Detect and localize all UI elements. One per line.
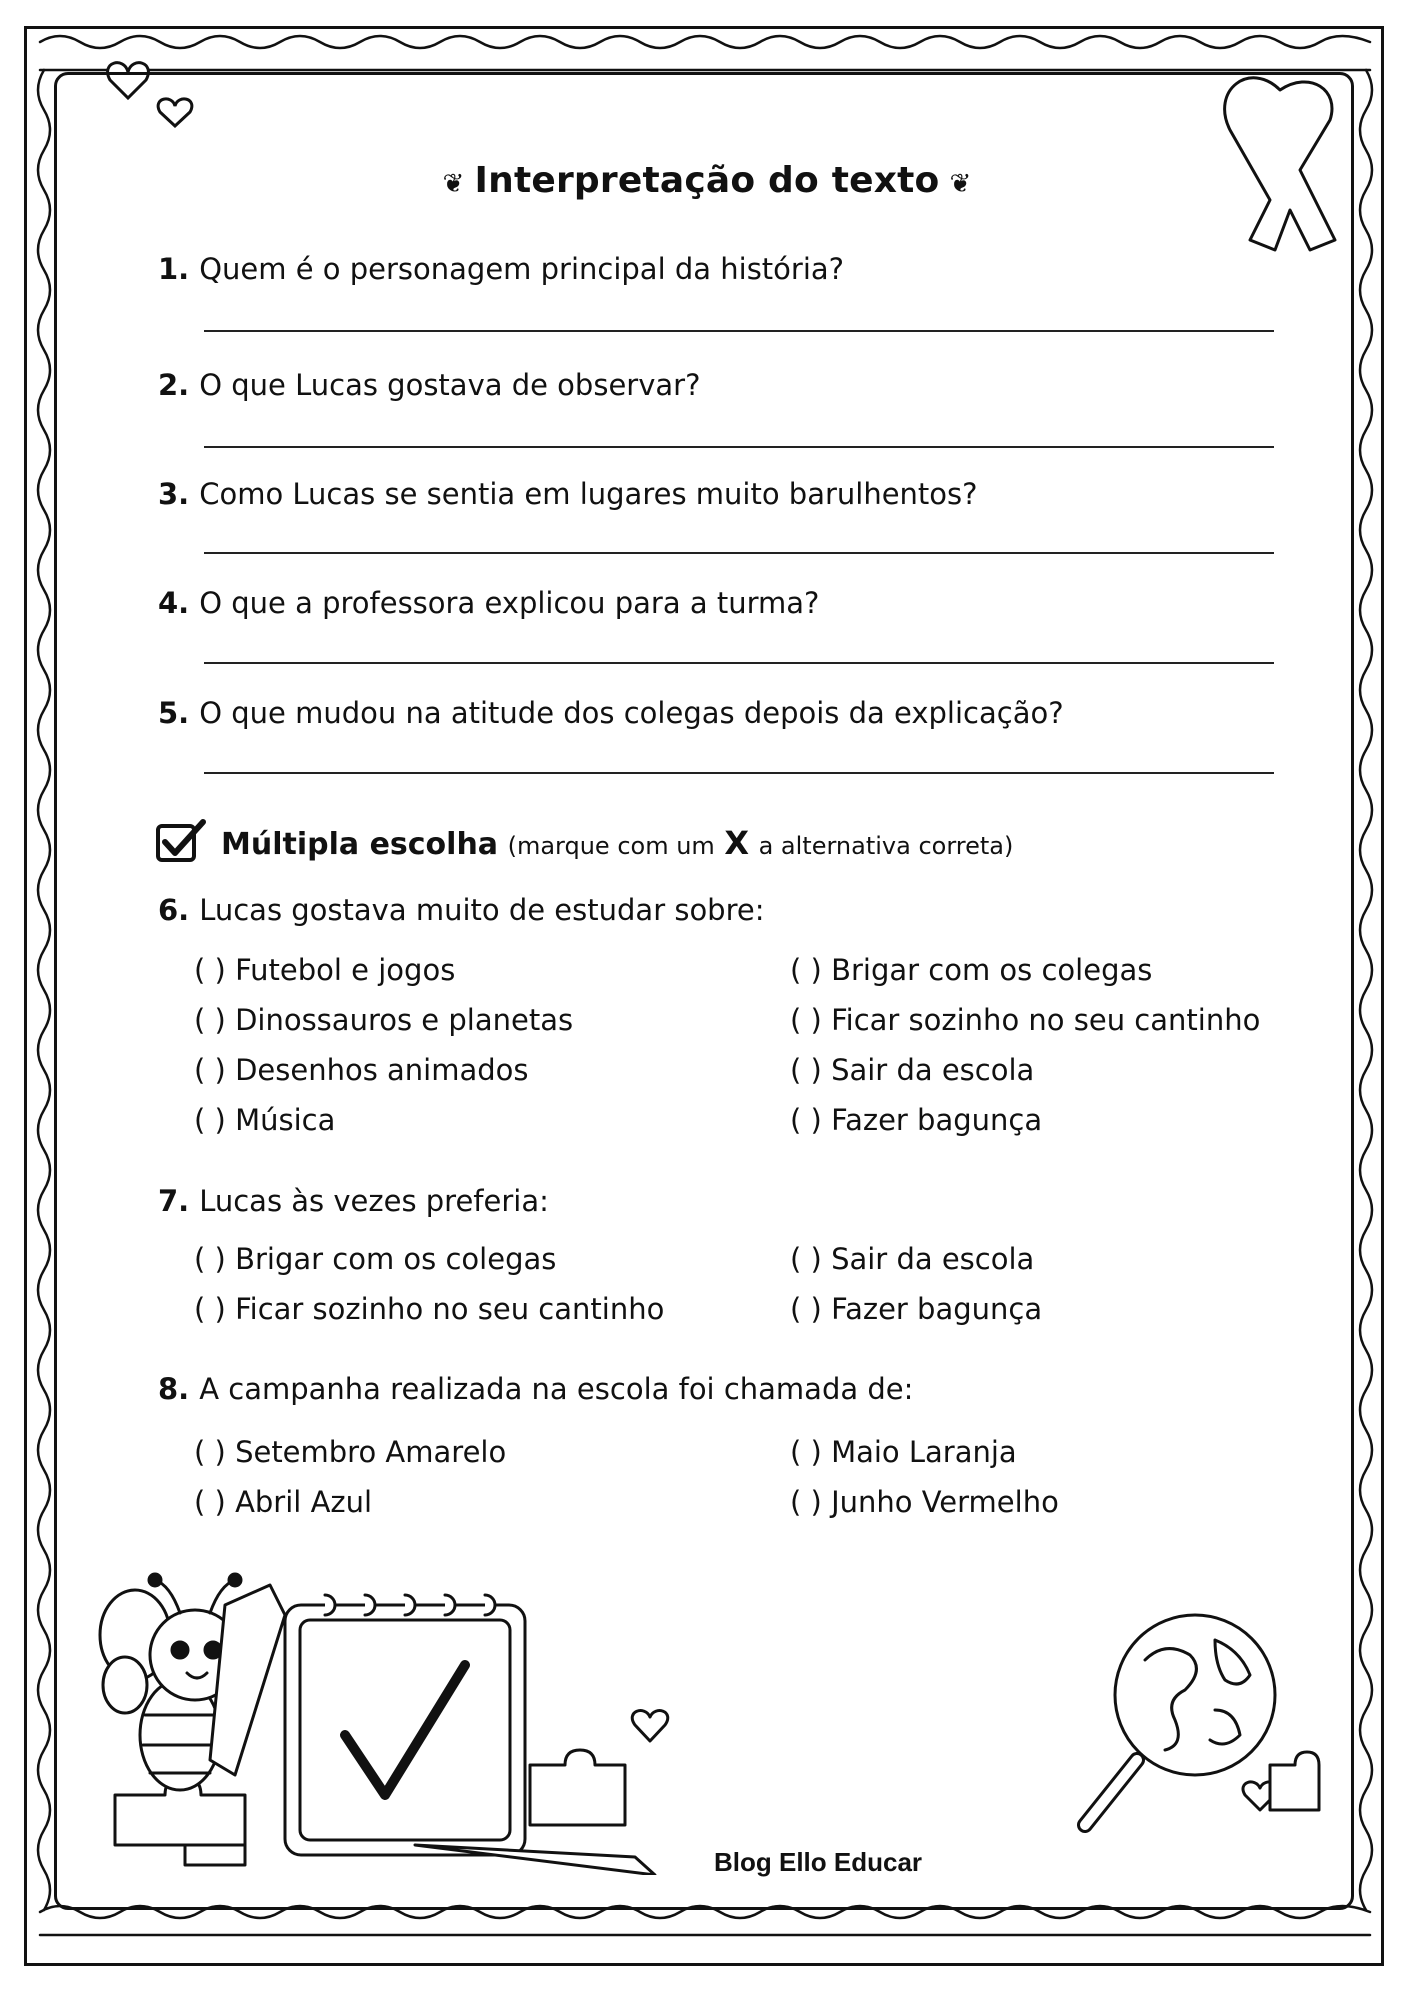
option[interactable]: ( ) Junho Vermelho: [790, 1485, 1059, 1519]
checkbox-checked-icon: [155, 818, 209, 864]
option[interactable]: ( ) Brigar com os colegas: [194, 1242, 557, 1276]
question-1: [158, 252, 844, 286]
leaf-ornament-icon: ❦: [442, 169, 465, 199]
option[interactable]: ( ) Fazer bagunça: [790, 1292, 1043, 1326]
option[interactable]: ( ) Abril Azul: [194, 1485, 373, 1519]
question-6: [158, 893, 765, 927]
question-8: [158, 1372, 913, 1406]
answer-line-5[interactable]: [204, 772, 1274, 774]
instruction-x-mark: X: [724, 824, 750, 862]
page-title: [0, 160, 1414, 201]
option[interactable]: ( ) Música: [194, 1103, 336, 1137]
question-text: Quem é o personagem principal da história?: [199, 252, 845, 286]
option[interactable]: ( ) Sair da escola: [790, 1053, 1035, 1087]
page-title-text: Interpretação do texto: [474, 160, 940, 201]
question-4: [158, 586, 819, 620]
magnifier-globe-illustration: [1065, 1610, 1325, 1860]
option[interactable]: ( ) Dinossauros e planetas: [194, 1003, 574, 1037]
question-3: [158, 477, 978, 511]
instruction-text: a alternativa correta): [758, 832, 1014, 860]
option[interactable]: ( ) Ficar sozinho no seu cantinho: [194, 1292, 665, 1326]
answer-line-4[interactable]: [204, 662, 1274, 664]
option[interactable]: ( ) Fazer bagunça: [790, 1103, 1043, 1137]
question-number: 5.: [158, 696, 190, 730]
leaf-ornament-icon: ❦: [949, 169, 972, 199]
question-number: 7.: [158, 1184, 190, 1218]
option[interactable]: ( ) Desenhos animados: [194, 1053, 529, 1087]
question-text: O que Lucas gostava de observar?: [199, 368, 701, 402]
question-number: 8.: [158, 1372, 190, 1406]
multiple-choice-title: Múltipla escolha: [221, 827, 499, 862]
option[interactable]: ( ) Sair da escola: [790, 1242, 1035, 1276]
question-text: O que a professora explicou para a turma?: [199, 586, 820, 620]
option[interactable]: ( ) Futebol e jogos: [194, 953, 456, 987]
question-text: Lucas gostava muito de estudar sobre:: [199, 893, 765, 927]
footer-credit: Blog Ello Educar: [714, 1847, 923, 1877]
question-7: [158, 1184, 549, 1218]
instruction-text: (marque com um: [507, 832, 715, 860]
option[interactable]: ( ) Maio Laranja: [790, 1435, 1017, 1469]
question-text: A campanha realizada na escola foi chamada de:: [199, 1372, 914, 1406]
question-text: O que mudou na atitude dos colegas depois da explicação?: [199, 696, 1064, 730]
question-number: 2.: [158, 368, 190, 402]
question-number: 6.: [158, 893, 190, 927]
question-number: 1.: [158, 252, 190, 286]
question-5: [158, 696, 1064, 730]
question-number: 4.: [158, 586, 190, 620]
question-text: Como Lucas se sentia em lugares muito barulhentos?: [199, 477, 978, 511]
question-text: Lucas às vezes preferia:: [199, 1184, 549, 1218]
option[interactable]: ( ) Setembro Amarelo: [194, 1435, 507, 1469]
option[interactable]: ( ) Ficar sozinho no seu cantinho: [790, 1003, 1261, 1037]
answer-line-3[interactable]: [204, 552, 1274, 554]
multiple-choice-heading: [155, 818, 1013, 864]
option[interactable]: ( ) Brigar com os colegas: [790, 953, 1153, 987]
answer-line-2[interactable]: [204, 446, 1274, 448]
question-2: [158, 368, 700, 402]
bee-notepad-illustration: [95, 1545, 695, 1875]
question-number: 3.: [158, 477, 190, 511]
answer-line-1[interactable]: [204, 330, 1274, 332]
